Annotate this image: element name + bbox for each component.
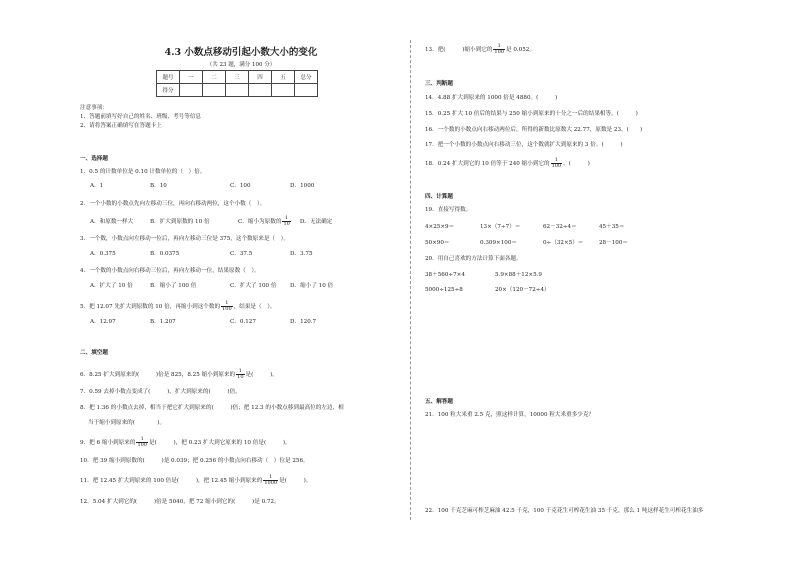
question-text bbox=[80, 475, 311, 486]
question-text-part: 13．把( )缩小到它的 bbox=[425, 47, 493, 53]
question-text-part: 是( )，把 0.23 扩大到它原来的 10 倍是( )。 bbox=[148, 440, 291, 446]
question-text bbox=[80, 437, 291, 448]
fraction-denominator: 100 bbox=[137, 442, 147, 448]
score-cell: 二 bbox=[203, 71, 226, 84]
question-text: 8．把 1.36 的小数点去掉，相当于把它扩大到原来的( )倍；把 12.3 的小数点移到最高位的左边，相 bbox=[80, 405, 344, 411]
score-cell: 题号 bbox=[157, 71, 180, 84]
fraction bbox=[236, 369, 244, 380]
question-text-part: 是( )。 bbox=[245, 372, 278, 378]
fraction-denominator: 100 bbox=[551, 163, 562, 169]
question-text-part: 是 0.052。 bbox=[505, 47, 535, 53]
question-text-part: 是( )。 bbox=[279, 478, 312, 484]
calc-row bbox=[425, 272, 542, 279]
option[interactable] bbox=[238, 216, 292, 227]
question-text bbox=[80, 301, 276, 312]
score-input-cell[interactable] bbox=[249, 84, 272, 97]
question-text: 3．一个数，小数点向左移动一位后，再向左移动三位是 375，这个数原来是（ ）。 bbox=[80, 236, 289, 242]
notes-heading: 注意事项： bbox=[80, 105, 108, 111]
score-input-cell[interactable] bbox=[295, 84, 318, 97]
question-text: 12．5.04 扩大到它的( )倍是 5040，把 72 缩小到它的( )是 0.72。 bbox=[80, 499, 280, 505]
option[interactable]: A．12.07 bbox=[90, 319, 116, 325]
answer-options bbox=[90, 183, 314, 190]
question-text: 10．把 39 缩小到原数的( )是 0.039；把 0.256 的小数点向右移动（ ）位是 256。 bbox=[80, 458, 309, 464]
calc-item: 5.9×88＋12×5.9 bbox=[495, 272, 542, 278]
calc-item: 5000÷125÷8 bbox=[425, 287, 463, 293]
calc-item: 28－100＝ bbox=[599, 240, 628, 246]
question-text: 2．一个小数的小数点先向左移动三位，再向右移动两位，这个小数（ ）。 bbox=[80, 201, 266, 207]
calc-item: 0÷（32×5）＝ bbox=[543, 240, 584, 246]
score-input-cell[interactable] bbox=[226, 84, 249, 97]
answer-options bbox=[90, 283, 333, 290]
calc-item: 45＋35＝ bbox=[599, 224, 625, 230]
fraction-numerator: 1 bbox=[221, 301, 233, 307]
score-cell: 三 bbox=[226, 71, 249, 84]
option[interactable]: B．1.207 bbox=[150, 319, 176, 325]
calc-item: 50×90＝ bbox=[425, 240, 450, 246]
section-heading: 二、填空题 bbox=[80, 350, 108, 356]
section-heading: 五、解答题 bbox=[425, 399, 453, 405]
option[interactable]: A．0.375 bbox=[90, 251, 116, 257]
fraction-numerator: 1 bbox=[493, 44, 505, 50]
page-title: 4.3 小数点移动引起小数大小的变化 bbox=[164, 47, 318, 58]
fraction-numerator: 1 bbox=[282, 216, 290, 222]
question-text-part: 9．把 6 缩小到原来的 bbox=[80, 440, 136, 446]
calc-item: 62－32÷4＝ bbox=[543, 224, 577, 230]
section-heading: 四、计算题 bbox=[425, 194, 453, 200]
option[interactable]: A．扩大了 10 倍 bbox=[90, 283, 133, 289]
fraction bbox=[136, 437, 148, 448]
fraction bbox=[263, 475, 278, 486]
option[interactable]: B．10 bbox=[150, 183, 167, 189]
question-text-part: 6．8.25 扩大到原来的( )倍是 825，8.25 缩小到原来的 bbox=[80, 372, 236, 378]
answer-options bbox=[90, 216, 332, 227]
score-input-cell[interactable] bbox=[180, 84, 203, 97]
option[interactable]: D．无法确定 bbox=[299, 219, 333, 225]
score-cell: 四 bbox=[249, 71, 272, 84]
fraction-denominator: 10 bbox=[283, 221, 290, 227]
score-cell: 五 bbox=[272, 71, 295, 84]
question-text: 16．一个数的小数点向右移动两位后，所得的新数比原数大 22.77，原数是 23。( ) bbox=[425, 127, 643, 133]
score-table bbox=[156, 70, 318, 97]
fraction bbox=[551, 158, 563, 169]
question-text: 14．4.88 扩大到原来的 1000 倍是 4880。( ) bbox=[425, 95, 558, 101]
fraction-numerator: 1 bbox=[236, 369, 244, 375]
section-heading: 一、选择题 bbox=[80, 156, 108, 162]
option[interactable]: C．100 bbox=[230, 183, 251, 189]
question-text: 17．把一个小数的小数点向右移动三位，这个数就扩大到原来的 3 倍。( ) bbox=[425, 142, 623, 148]
question-text bbox=[80, 369, 278, 380]
calc-item: 13×（7÷7）＝ bbox=[480, 224, 521, 230]
notes-item: 1、答题前填写好自己的姓名、班级、考号等信息 bbox=[80, 114, 202, 120]
option[interactable]: A．和原数一样大 bbox=[90, 219, 134, 225]
option[interactable]: C．扩大了 100 倍 bbox=[230, 283, 277, 289]
calc-row bbox=[425, 287, 550, 294]
question-text: 4．一个数的小数点向右移动三位后，再向左移动一位，结果原数（ ）。 bbox=[80, 268, 260, 274]
page-subtitle: （共 23 题，满分 100 分） bbox=[206, 62, 276, 68]
fraction-numerator: 1 bbox=[263, 475, 278, 481]
calc-row bbox=[425, 240, 628, 247]
option[interactable]: D．3.75 bbox=[290, 251, 313, 257]
score-input-cell[interactable] bbox=[203, 84, 226, 97]
question-text: 19．直接写得数。 bbox=[425, 207, 472, 213]
fraction-denominator: 100 bbox=[494, 49, 504, 55]
answer-options bbox=[90, 251, 313, 258]
score-table-header-row bbox=[157, 71, 318, 84]
section-heading: 三、判断题 bbox=[425, 81, 453, 87]
option[interactable]: C．0.127 bbox=[230, 319, 256, 325]
question-text bbox=[425, 158, 590, 169]
calc-item: 4×25×9＝ bbox=[425, 224, 455, 230]
fraction bbox=[221, 301, 233, 312]
question-text: 21．100 粒大米重 2.5 克，照这样计算，10000 粒大米重多少克？ bbox=[425, 412, 595, 418]
question-text-part: 。( ) bbox=[563, 161, 590, 167]
question-text-part: 11．把 12.45 扩大到原来的 100 倍是( )，把 12.45 缩小到原来的 bbox=[80, 478, 263, 484]
question-text-part: 18．0.24 扩大到它的 10 倍等于 240 缩小到它的 bbox=[425, 161, 550, 167]
question-text: 15．0.25 扩大 10 倍后的结果与 250 缩小到原来的十分之一后的结果相等。( ) bbox=[425, 111, 638, 117]
fraction-denominator: 1000 bbox=[264, 480, 278, 486]
question-text bbox=[425, 44, 535, 55]
option[interactable]: D．缩小了 10 倍 bbox=[290, 283, 334, 289]
question-text: 1．0.5 的计数单位是 0.10 计数单位的（ ）倍。 bbox=[80, 169, 206, 175]
option[interactable]: B．扩大到原数的 10 倍 bbox=[150, 219, 210, 225]
question-text: 7．0.59 去掉小数点变成了( )，扩大到原来的( )倍。 bbox=[80, 389, 241, 395]
fraction-numerator: 1 bbox=[551, 158, 563, 164]
option-text: C．缩小为原数的 bbox=[238, 219, 282, 225]
notes-item: 2、请将答案正确填写在答题卡上 bbox=[80, 123, 162, 129]
answer-options bbox=[90, 319, 316, 326]
calc-item: 0.309×100＝ bbox=[480, 240, 517, 246]
score-cell: 一 bbox=[180, 71, 203, 84]
option[interactable]: B．0.0375 bbox=[150, 251, 180, 257]
option[interactable]: C．37.5 bbox=[230, 251, 253, 257]
calc-item: 38＋560÷7×4 bbox=[425, 272, 465, 278]
fraction-denominator: 100 bbox=[222, 306, 232, 312]
fraction bbox=[493, 44, 505, 55]
question-text: 当于缩小到原来的( )。 bbox=[88, 420, 166, 426]
score-input-cell[interactable] bbox=[272, 84, 295, 97]
calc-row bbox=[425, 224, 624, 231]
question-text-part: 5．把 12.07 先扩大到原数的 10 倍，再缩小到这个数的 bbox=[80, 304, 221, 310]
option[interactable]: D．120.7 bbox=[290, 319, 317, 325]
score-cell: 得分 bbox=[157, 84, 180, 97]
fraction bbox=[282, 216, 290, 227]
column-divider bbox=[410, 40, 411, 520]
fraction-numerator: 1 bbox=[136, 437, 148, 443]
option[interactable]: D．1000 bbox=[290, 183, 315, 189]
question-text: 20．用自己喜欢的方法计算下面各题。 bbox=[425, 256, 522, 262]
option[interactable]: B．缩小了 100 倍 bbox=[150, 283, 197, 289]
option[interactable]: A．1 bbox=[90, 183, 104, 189]
fraction-denominator: 10 bbox=[237, 374, 244, 380]
calc-item: 20×（120－72÷4） bbox=[495, 287, 550, 293]
score-cell: 总分 bbox=[295, 71, 318, 84]
score-table-score-row bbox=[157, 84, 318, 97]
question-text-part: ，结果是（ ）。 bbox=[233, 304, 276, 310]
question-text: 22．100 千克芝麻可榨芝麻油 42.5 千克，100 千克花生可榨花生油 35 千克，那么 1 吨这样花生可榨花生油多 bbox=[425, 508, 704, 514]
